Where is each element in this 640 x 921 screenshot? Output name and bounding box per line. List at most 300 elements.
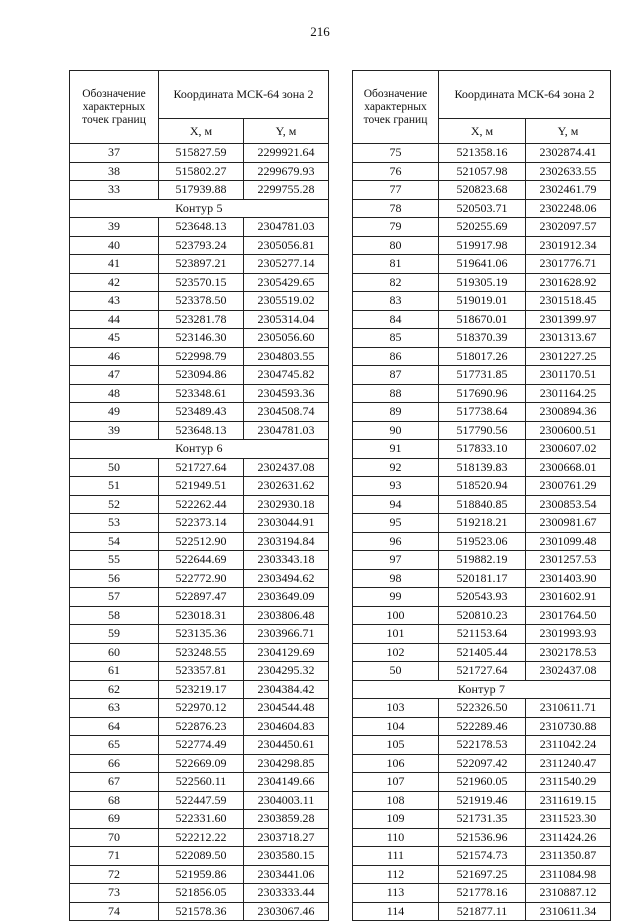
x-coordinate-cell: 521727.64 xyxy=(159,458,244,477)
y-coordinate-cell: 2303067.46 xyxy=(244,902,329,921)
point-number-cell: 59 xyxy=(70,625,159,644)
table-row xyxy=(353,754,611,773)
y-coordinate-cell: 2304593.36 xyxy=(244,384,329,403)
point-number-cell: 92 xyxy=(353,458,439,477)
point-number-cell: 45 xyxy=(70,329,159,348)
point-number-cell: 93 xyxy=(353,477,439,496)
table-row xyxy=(70,495,329,514)
point-number-cell: 52 xyxy=(70,495,159,514)
point-number-cell: 67 xyxy=(70,773,159,792)
table-row xyxy=(353,828,611,847)
point-number-cell: 82 xyxy=(353,273,439,292)
x-coordinate-cell: 521536.96 xyxy=(439,828,526,847)
table-row xyxy=(70,532,329,551)
y-coordinate-cell: 2300600.51 xyxy=(526,421,611,440)
point-number-cell: 112 xyxy=(353,865,439,884)
x-coordinate-cell: 517939.88 xyxy=(159,181,244,200)
point-number-cell: 77 xyxy=(353,181,439,200)
point-number-cell: 72 xyxy=(70,865,159,884)
table-row xyxy=(353,736,611,755)
x-coordinate-cell: 517738.64 xyxy=(439,403,526,422)
y-coordinate-cell: 2303494.62 xyxy=(244,569,329,588)
y-coordinate-cell: 2304508.74 xyxy=(244,403,329,422)
point-number-cell: 94 xyxy=(353,495,439,514)
table-row xyxy=(353,273,611,292)
point-number-cell: 83 xyxy=(353,292,439,311)
x-coordinate-cell: 518520.94 xyxy=(439,477,526,496)
point-number-cell: 43 xyxy=(70,292,159,311)
point-number-cell: 73 xyxy=(70,884,159,903)
table-row xyxy=(70,458,329,477)
y-coordinate-cell: 2310611.71 xyxy=(526,699,611,718)
point-number-cell: 109 xyxy=(353,810,439,829)
x-coordinate-cell: 517731.85 xyxy=(439,366,526,385)
y-coordinate-cell: 2303649.09 xyxy=(244,588,329,607)
table-row xyxy=(70,181,329,200)
x-coordinate-cell: 518139.83 xyxy=(439,458,526,477)
x-coordinate-cell: 522560.11 xyxy=(159,773,244,792)
point-number-cell: 79 xyxy=(353,218,439,237)
x-coordinate-cell: 523281.78 xyxy=(159,310,244,329)
y-coordinate-cell: 2300761.29 xyxy=(526,477,611,496)
y-coordinate-cell: 2304298.85 xyxy=(244,754,329,773)
y-coordinate-cell: 2303966.71 xyxy=(244,625,329,644)
x-coordinate-cell: 520255.69 xyxy=(439,218,526,237)
y-coordinate-cell: 2301164.25 xyxy=(526,384,611,403)
point-number-cell: 64 xyxy=(70,717,159,736)
x-coordinate-cell: 523146.30 xyxy=(159,329,244,348)
y-coordinate-cell: 2301602.91 xyxy=(526,588,611,607)
header-y: Y, м xyxy=(244,119,329,144)
table-row xyxy=(70,162,329,181)
x-coordinate-cell: 521153.64 xyxy=(439,625,526,644)
point-number-cell: 63 xyxy=(70,699,159,718)
x-coordinate-cell: 523135.36 xyxy=(159,625,244,644)
y-coordinate-cell: 2310611.34 xyxy=(526,902,611,921)
x-coordinate-cell: 519218.21 xyxy=(439,514,526,533)
table-row xyxy=(70,144,329,163)
table-row xyxy=(70,736,329,755)
table-row xyxy=(70,310,329,329)
point-number-cell: 81 xyxy=(353,255,439,274)
x-coordinate-cell: 523018.31 xyxy=(159,606,244,625)
y-coordinate-cell: 2311424.26 xyxy=(526,828,611,847)
y-coordinate-cell: 2305277.14 xyxy=(244,255,329,274)
point-number-cell: 50 xyxy=(70,458,159,477)
contour-heading-row xyxy=(353,680,611,699)
x-coordinate-cell: 518017.26 xyxy=(439,347,526,366)
point-number-cell: 39 xyxy=(70,218,159,237)
x-coordinate-cell: 523094.86 xyxy=(159,366,244,385)
table-row xyxy=(70,625,329,644)
header-designation: Обозначение характерных точек границ xyxy=(353,71,439,144)
x-coordinate-cell: 522774.49 xyxy=(159,736,244,755)
table-row xyxy=(70,514,329,533)
y-coordinate-cell: 2311042.24 xyxy=(526,736,611,755)
y-coordinate-cell: 2304781.03 xyxy=(244,218,329,237)
point-number-cell: 33 xyxy=(70,181,159,200)
point-number-cell: 88 xyxy=(353,384,439,403)
y-coordinate-cell: 2301313.67 xyxy=(526,329,611,348)
y-coordinate-cell: 2301912.34 xyxy=(526,236,611,255)
point-number-cell: 69 xyxy=(70,810,159,829)
x-coordinate-cell: 521697.25 xyxy=(439,865,526,884)
table-row xyxy=(353,884,611,903)
table-row xyxy=(70,347,329,366)
y-coordinate-cell: 2303580.15 xyxy=(244,847,329,866)
x-coordinate-cell: 521856.05 xyxy=(159,884,244,903)
table-row xyxy=(353,532,611,551)
x-coordinate-cell: 521919.46 xyxy=(439,791,526,810)
point-number-cell: 61 xyxy=(70,662,159,681)
x-coordinate-cell: 522089.50 xyxy=(159,847,244,866)
table-row xyxy=(70,421,329,440)
y-coordinate-cell: 2301993.93 xyxy=(526,625,611,644)
x-coordinate-cell: 521727.64 xyxy=(439,662,526,681)
x-coordinate-cell: 517690.96 xyxy=(439,384,526,403)
point-number-cell: 48 xyxy=(70,384,159,403)
point-number-cell: 78 xyxy=(353,199,439,218)
x-coordinate-cell: 521405.44 xyxy=(439,643,526,662)
table-row xyxy=(70,773,329,792)
point-number-cell: 39 xyxy=(70,421,159,440)
header-coordinate-system: Координата МСК-64 зона 2 xyxy=(439,71,611,119)
point-number-cell: 75 xyxy=(353,144,439,163)
x-coordinate-cell: 522331.60 xyxy=(159,810,244,829)
x-coordinate-cell: 523897.21 xyxy=(159,255,244,274)
table-row xyxy=(70,810,329,829)
point-number-cell: 71 xyxy=(70,847,159,866)
table-row xyxy=(353,236,611,255)
x-coordinate-cell: 523793.24 xyxy=(159,236,244,255)
table-row xyxy=(353,218,611,237)
table-row xyxy=(70,477,329,496)
table-row xyxy=(70,366,329,385)
table-row xyxy=(353,773,611,792)
x-coordinate-cell: 522512.90 xyxy=(159,532,244,551)
table-row xyxy=(353,791,611,810)
point-number-cell: 113 xyxy=(353,884,439,903)
y-coordinate-cell: 2304384.42 xyxy=(244,680,329,699)
point-number-cell: 55 xyxy=(70,551,159,570)
x-coordinate-cell: 520181.17 xyxy=(439,569,526,588)
table-row xyxy=(70,680,329,699)
y-coordinate-cell: 2310730.88 xyxy=(526,717,611,736)
y-coordinate-cell: 2311350.87 xyxy=(526,847,611,866)
x-coordinate-cell: 519019.01 xyxy=(439,292,526,311)
table-row xyxy=(353,329,611,348)
y-coordinate-cell: 2303441.06 xyxy=(244,865,329,884)
point-number-cell: 80 xyxy=(353,236,439,255)
header-y: Y, м xyxy=(526,119,611,144)
y-coordinate-cell: 2304003.11 xyxy=(244,791,329,810)
x-coordinate-cell: 521358.16 xyxy=(439,144,526,163)
y-coordinate-cell: 2305056.81 xyxy=(244,236,329,255)
x-coordinate-cell: 523489.43 xyxy=(159,403,244,422)
table-row xyxy=(353,588,611,607)
y-coordinate-cell: 2301099.48 xyxy=(526,532,611,551)
y-coordinate-cell: 2310887.12 xyxy=(526,884,611,903)
point-number-cell: 54 xyxy=(70,532,159,551)
x-coordinate-cell: 517790.56 xyxy=(439,421,526,440)
y-coordinate-cell: 2302631.62 xyxy=(244,477,329,496)
table-row xyxy=(353,421,611,440)
table-row xyxy=(70,273,329,292)
point-number-cell: 102 xyxy=(353,643,439,662)
table-row xyxy=(70,551,329,570)
x-coordinate-cell: 523378.50 xyxy=(159,292,244,311)
contour-heading-row xyxy=(70,440,329,459)
y-coordinate-cell: 2302633.55 xyxy=(526,162,611,181)
table-row xyxy=(353,810,611,829)
page-number: 216 xyxy=(310,24,330,39)
y-coordinate-cell: 2301776.71 xyxy=(526,255,611,274)
x-coordinate-cell: 520503.71 xyxy=(439,199,526,218)
y-coordinate-cell: 2303718.27 xyxy=(244,828,329,847)
y-coordinate-cell: 2305429.65 xyxy=(244,273,329,292)
x-coordinate-cell: 521778.16 xyxy=(439,884,526,903)
y-coordinate-cell: 2305056.60 xyxy=(244,329,329,348)
point-number-cell: 105 xyxy=(353,736,439,755)
table-row xyxy=(70,847,329,866)
x-coordinate-cell: 522644.69 xyxy=(159,551,244,570)
table-row xyxy=(353,699,611,718)
point-number-cell: 65 xyxy=(70,736,159,755)
table-row xyxy=(70,218,329,237)
table-row xyxy=(353,310,611,329)
table-row xyxy=(70,384,329,403)
point-number-cell: 51 xyxy=(70,477,159,496)
x-coordinate-cell: 521959.86 xyxy=(159,865,244,884)
y-coordinate-cell: 2311084.98 xyxy=(526,865,611,884)
x-coordinate-cell: 522212.22 xyxy=(159,828,244,847)
point-number-cell: 57 xyxy=(70,588,159,607)
table-row xyxy=(353,144,611,163)
table-row xyxy=(70,865,329,884)
header-coordinate-system: Координата МСК-64 зона 2 xyxy=(159,71,329,119)
y-coordinate-cell: 2301257.53 xyxy=(526,551,611,570)
contour-label: Контур 7 xyxy=(353,680,611,699)
table-row xyxy=(353,625,611,644)
y-coordinate-cell: 2304745.82 xyxy=(244,366,329,385)
x-coordinate-cell: 521960.05 xyxy=(439,773,526,792)
y-coordinate-cell: 2303343.18 xyxy=(244,551,329,570)
x-coordinate-cell: 521731.35 xyxy=(439,810,526,829)
table-row xyxy=(353,662,611,681)
table-row xyxy=(353,403,611,422)
table-row xyxy=(353,643,611,662)
table-row xyxy=(70,569,329,588)
x-coordinate-cell: 522178.53 xyxy=(439,736,526,755)
header-designation: Обозначение характерных точек границ xyxy=(70,71,159,144)
point-number-cell: 101 xyxy=(353,625,439,644)
x-coordinate-cell: 522097.42 xyxy=(439,754,526,773)
point-number-cell: 38 xyxy=(70,162,159,181)
table-row xyxy=(353,255,611,274)
table-row xyxy=(353,440,611,459)
x-coordinate-cell: 519641.06 xyxy=(439,255,526,274)
y-coordinate-cell: 2301628.92 xyxy=(526,273,611,292)
y-coordinate-cell: 2299679.93 xyxy=(244,162,329,181)
y-coordinate-cell: 2305519.02 xyxy=(244,292,329,311)
x-coordinate-cell: 521057.98 xyxy=(439,162,526,181)
header-x: X, м xyxy=(439,119,526,144)
point-number-cell: 49 xyxy=(70,403,159,422)
table-row xyxy=(70,292,329,311)
table-row xyxy=(70,717,329,736)
table-row xyxy=(353,717,611,736)
y-coordinate-cell: 2304781.03 xyxy=(244,421,329,440)
y-coordinate-cell: 2301170.51 xyxy=(526,366,611,385)
y-coordinate-cell: 2304604.83 xyxy=(244,717,329,736)
point-number-cell: 66 xyxy=(70,754,159,773)
table-row xyxy=(353,292,611,311)
x-coordinate-cell: 523348.61 xyxy=(159,384,244,403)
x-coordinate-cell: 522772.90 xyxy=(159,569,244,588)
y-coordinate-cell: 2300894.36 xyxy=(526,403,611,422)
y-coordinate-cell: 2304450.61 xyxy=(244,736,329,755)
table-row xyxy=(70,606,329,625)
x-coordinate-cell: 520810.23 xyxy=(439,606,526,625)
y-coordinate-cell: 2302178.53 xyxy=(526,643,611,662)
y-coordinate-cell: 2304129.69 xyxy=(244,643,329,662)
y-coordinate-cell: 2301399.97 xyxy=(526,310,611,329)
coordinates-table-right xyxy=(352,70,611,921)
x-coordinate-cell: 521578.36 xyxy=(159,902,244,921)
table-row xyxy=(70,403,329,422)
table-row xyxy=(70,329,329,348)
point-number-cell: 47 xyxy=(70,366,159,385)
header-x: X, м xyxy=(159,119,244,144)
y-coordinate-cell: 2304295.32 xyxy=(244,662,329,681)
point-number-cell: 98 xyxy=(353,569,439,588)
x-coordinate-cell: 519305.19 xyxy=(439,273,526,292)
table-row xyxy=(70,662,329,681)
contour-label: Контур 5 xyxy=(70,199,329,218)
point-number-cell: 89 xyxy=(353,403,439,422)
table-row xyxy=(70,236,329,255)
point-number-cell: 86 xyxy=(353,347,439,366)
y-coordinate-cell: 2302437.08 xyxy=(526,662,611,681)
y-coordinate-cell: 2299755.28 xyxy=(244,181,329,200)
y-coordinate-cell: 2303333.44 xyxy=(244,884,329,903)
point-number-cell: 90 xyxy=(353,421,439,440)
point-number-cell: 50 xyxy=(353,662,439,681)
point-number-cell: 40 xyxy=(70,236,159,255)
y-coordinate-cell: 2303806.48 xyxy=(244,606,329,625)
point-number-cell: 106 xyxy=(353,754,439,773)
table-row xyxy=(70,255,329,274)
point-number-cell: 104 xyxy=(353,717,439,736)
x-coordinate-cell: 522998.79 xyxy=(159,347,244,366)
y-coordinate-cell: 2302930.18 xyxy=(244,495,329,514)
table-row xyxy=(353,384,611,403)
y-coordinate-cell: 2300853.54 xyxy=(526,495,611,514)
x-coordinate-cell: 523219.17 xyxy=(159,680,244,699)
point-number-cell: 37 xyxy=(70,144,159,163)
x-coordinate-cell: 522669.09 xyxy=(159,754,244,773)
point-number-cell: 100 xyxy=(353,606,439,625)
point-number-cell: 97 xyxy=(353,551,439,570)
point-number-cell: 107 xyxy=(353,773,439,792)
x-coordinate-cell: 522970.12 xyxy=(159,699,244,718)
table-row xyxy=(70,828,329,847)
point-number-cell: 53 xyxy=(70,514,159,533)
y-coordinate-cell: 2304803.55 xyxy=(244,347,329,366)
contour-heading-row xyxy=(70,199,329,218)
x-coordinate-cell: 520823.68 xyxy=(439,181,526,200)
point-number-cell: 87 xyxy=(353,366,439,385)
y-coordinate-cell: 2311240.47 xyxy=(526,754,611,773)
x-coordinate-cell: 523648.13 xyxy=(159,218,244,237)
x-coordinate-cell: 523570.15 xyxy=(159,273,244,292)
table-row xyxy=(70,699,329,718)
point-number-cell: 110 xyxy=(353,828,439,847)
table-row xyxy=(353,366,611,385)
point-number-cell: 60 xyxy=(70,643,159,662)
x-coordinate-cell: 521949.51 xyxy=(159,477,244,496)
table-row xyxy=(70,588,329,607)
x-coordinate-cell: 522447.59 xyxy=(159,791,244,810)
x-coordinate-cell: 518370.39 xyxy=(439,329,526,348)
point-number-cell: 99 xyxy=(353,588,439,607)
table-row xyxy=(353,162,611,181)
y-coordinate-cell: 2305314.04 xyxy=(244,310,329,329)
point-number-cell: 62 xyxy=(70,680,159,699)
x-coordinate-cell: 523248.55 xyxy=(159,643,244,662)
point-number-cell: 103 xyxy=(353,699,439,718)
point-number-cell: 96 xyxy=(353,532,439,551)
point-number-cell: 70 xyxy=(70,828,159,847)
y-coordinate-cell: 2300607.02 xyxy=(526,440,611,459)
point-number-cell: 85 xyxy=(353,329,439,348)
point-number-cell: 56 xyxy=(70,569,159,588)
table-row xyxy=(353,551,611,570)
x-coordinate-cell: 515802.27 xyxy=(159,162,244,181)
x-coordinate-cell: 519523.06 xyxy=(439,532,526,551)
table-row xyxy=(353,495,611,514)
x-coordinate-cell: 520543.93 xyxy=(439,588,526,607)
y-coordinate-cell: 2311523.30 xyxy=(526,810,611,829)
point-number-cell: 44 xyxy=(70,310,159,329)
x-coordinate-cell: 522262.44 xyxy=(159,495,244,514)
point-number-cell: 42 xyxy=(70,273,159,292)
x-coordinate-cell: 522897.47 xyxy=(159,588,244,607)
x-coordinate-cell: 521877.11 xyxy=(439,902,526,921)
table-row xyxy=(70,643,329,662)
x-coordinate-cell: 522373.14 xyxy=(159,514,244,533)
coordinates-table-left xyxy=(69,70,329,921)
point-number-cell: 74 xyxy=(70,902,159,921)
table-row xyxy=(353,606,611,625)
point-number-cell: 58 xyxy=(70,606,159,625)
y-coordinate-cell: 2300981.67 xyxy=(526,514,611,533)
point-number-cell: 84 xyxy=(353,310,439,329)
table-row xyxy=(70,754,329,773)
y-coordinate-cell: 2304544.48 xyxy=(244,699,329,718)
y-coordinate-cell: 2303194.84 xyxy=(244,532,329,551)
table-row xyxy=(353,347,611,366)
y-coordinate-cell: 2301764.50 xyxy=(526,606,611,625)
point-number-cell: 95 xyxy=(353,514,439,533)
point-number-cell: 41 xyxy=(70,255,159,274)
y-coordinate-cell: 2301518.45 xyxy=(526,292,611,311)
y-coordinate-cell: 2302437.08 xyxy=(244,458,329,477)
point-number-cell: 108 xyxy=(353,791,439,810)
contour-label: Контур 6 xyxy=(70,440,329,459)
x-coordinate-cell: 522289.46 xyxy=(439,717,526,736)
point-number-cell: 114 xyxy=(353,902,439,921)
